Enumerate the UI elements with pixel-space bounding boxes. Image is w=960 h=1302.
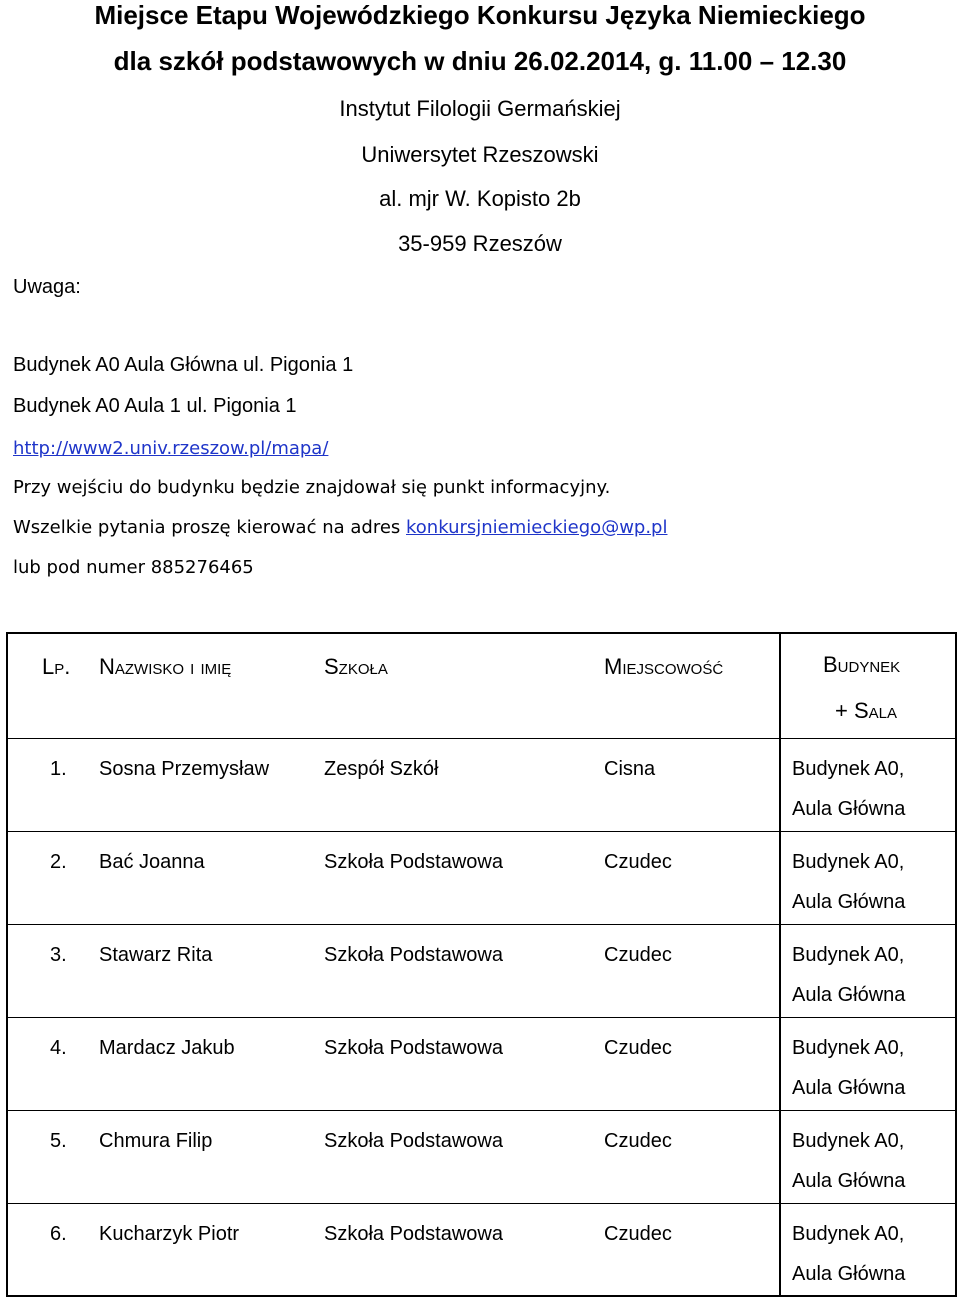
participants-table	[6, 632, 957, 1297]
cell-lp: 3.	[7, 924, 99, 1017]
cell-name: Sosna Przemysław	[99, 738, 324, 831]
cell-lp: 6.	[7, 1203, 99, 1296]
cell-building	[780, 738, 956, 831]
notice-info: Przy wejściu do budynku będzie znajdował się punkt informacyjny.	[13, 477, 611, 498]
cell-name: Chmura Filip	[99, 1110, 324, 1203]
cell-school: Szkoła Podstawowa	[324, 1017, 604, 1110]
notice-location-main: Budynek A0 Aula Główna ul. Pigonia 1	[13, 354, 354, 376]
cell-name: Mardacz Jakub	[99, 1017, 324, 1110]
table-row	[7, 738, 956, 831]
cell-school: Szkoła Podstawowa	[324, 924, 604, 1017]
header-lp: Lp.	[7, 633, 99, 738]
header-building-line1: Budynek	[823, 652, 901, 677]
cell-place: Czudec	[604, 1203, 780, 1296]
table-header-row	[7, 633, 956, 738]
table-row	[7, 831, 956, 924]
cell-building	[780, 831, 956, 924]
cell-building	[780, 924, 956, 1017]
header-building-line2: + Sala	[835, 698, 897, 723]
table-row	[7, 924, 956, 1017]
cell-lp: 4.	[7, 1017, 99, 1110]
cell-room: Aula Główna	[792, 983, 906, 1006]
cell-name: Bać Joanna	[99, 831, 324, 924]
table-row	[7, 1110, 956, 1203]
header-name: Nazwisko i imię	[99, 633, 324, 738]
cell-building-name: Budynek A0,	[792, 850, 905, 873]
cell-building-name: Budynek A0,	[792, 757, 905, 780]
address-university: Uniwersytet Rzeszowski	[361, 142, 599, 167]
cell-building	[780, 1017, 956, 1110]
table-row	[7, 1017, 956, 1110]
header-place: Miejscowość	[604, 633, 780, 738]
cell-school: Zespół Szkół	[324, 738, 604, 831]
notice-label: Uwaga:	[13, 276, 81, 298]
address-city: 35-959 Rzeszów	[398, 231, 562, 256]
cell-place: Czudec	[604, 924, 780, 1017]
cell-place: Czudec	[604, 831, 780, 924]
header-school: Szkoła	[324, 633, 604, 738]
cell-name: Kucharzyk Piotr	[99, 1203, 324, 1296]
notice-phone: lub pod numer 885276465	[13, 557, 254, 578]
contact-email-link[interactable]: konkursjniemieckiego@wp.pl	[406, 517, 668, 538]
page-title-line-1: Miejsce Etapu Wojewódzkiego Konkursu Języka Niemieckiego	[94, 0, 866, 30]
cell-room: Aula Główna	[792, 797, 906, 820]
cell-lp: 2.	[7, 831, 99, 924]
cell-place: Cisna	[604, 738, 780, 831]
page-title-line-2: dla szkół podstawowych w dniu 26.02.2014, g. 11.00 – 12.30	[113, 46, 847, 76]
cell-room: Aula Główna	[792, 1076, 906, 1099]
cell-place: Czudec	[604, 1110, 780, 1203]
cell-building	[780, 1110, 956, 1203]
cell-lp: 1.	[7, 738, 99, 831]
cell-school: Szkoła Podstawowa	[324, 1203, 604, 1296]
cell-building-name: Budynek A0,	[792, 1222, 905, 1245]
cell-room: Aula Główna	[792, 890, 906, 913]
cell-building-name: Budynek A0,	[792, 943, 905, 966]
table-row	[7, 1203, 956, 1296]
notice-location-second: Budynek A0 Aula 1 ul. Pigonia 1	[13, 395, 297, 417]
cell-school: Szkoła Podstawowa	[324, 831, 604, 924]
cell-building-name: Budynek A0,	[792, 1036, 905, 1059]
cell-building	[780, 1203, 956, 1296]
cell-room: Aula Główna	[792, 1262, 906, 1285]
cell-lp: 5.	[7, 1110, 99, 1203]
map-link[interactable]: http://www2.univ.rzeszow.pl/mapa/	[13, 438, 329, 459]
address-institute: Instytut Filologii Germańskiej	[339, 96, 621, 121]
cell-school: Szkoła Podstawowa	[324, 1110, 604, 1203]
cell-name: Stawarz Rita	[99, 924, 324, 1017]
cell-room: Aula Główna	[792, 1169, 906, 1192]
cell-place: Czudec	[604, 1017, 780, 1110]
header-building	[780, 633, 956, 738]
notice-contact	[13, 516, 667, 540]
contact-prefix: Wszelkie pytania proszę kierować na adres	[13, 517, 406, 538]
address-street: al. mjr W. Kopisto 2b	[379, 186, 581, 211]
cell-building-name: Budynek A0,	[792, 1129, 905, 1152]
